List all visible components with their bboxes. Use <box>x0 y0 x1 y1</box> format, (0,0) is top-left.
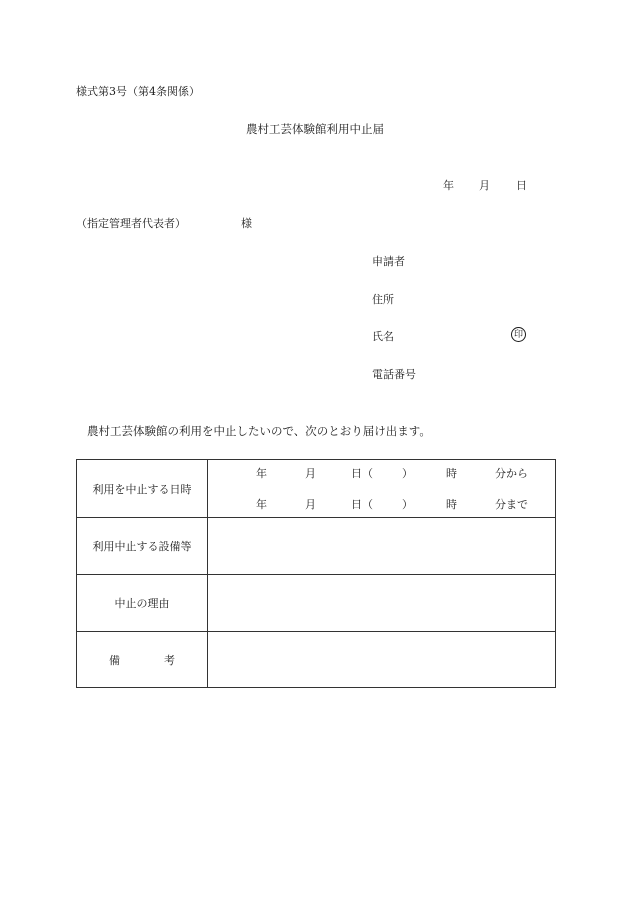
from-month-label: 月 <box>305 467 316 480</box>
to-paren-close: ） <box>402 498 413 511</box>
table-row-equipment <box>77 518 556 575</box>
datetime-label: 利用を中止する日時 <box>77 460 208 518</box>
from-minute-label: 分から <box>495 467 528 480</box>
addressee-honorific: 様 <box>241 217 252 230</box>
reason-field[interactable] <box>208 575 556 632</box>
from-paren-close: ） <box>402 467 413 480</box>
to-hour-label: 時 <box>446 498 457 511</box>
date-day-label: 日 <box>516 179 527 192</box>
remarks-field[interactable] <box>208 632 556 688</box>
table-row-datetime <box>77 460 556 518</box>
to-day-label: 日（ <box>351 498 373 511</box>
from-hour-label: 時 <box>446 467 457 480</box>
document-title: 農村工芸体験館利用中止届 <box>246 122 384 136</box>
addressee-name: （指定管理者代表者） <box>76 217 186 230</box>
from-year-label: 年 <box>256 467 267 480</box>
remarks-label <box>77 632 208 688</box>
remarks-label-char-1: 備 <box>109 653 120 667</box>
seal-mark: 印 <box>511 327 526 342</box>
to-year-label: 年 <box>256 498 267 511</box>
name-label: 氏名 <box>372 330 394 343</box>
equipment-label: 利用中止する設備等 <box>77 518 208 575</box>
table-row-reason <box>77 575 556 632</box>
from-day-label: 日（ <box>351 467 373 480</box>
phone-label: 電話番号 <box>372 368 416 381</box>
statement-text: 農村工芸体験館の利用を中止したいので、次のとおり届け出ます。 <box>87 424 431 438</box>
remarks-label-char-2: 考 <box>164 653 175 667</box>
applicant-heading: 申請者 <box>372 255 405 268</box>
date-month-label: 月 <box>479 179 490 192</box>
equipment-field[interactable] <box>208 518 556 575</box>
datetime-to-line <box>208 499 555 511</box>
datetime-from-line <box>208 468 555 480</box>
form-number: 様式第3号（第4条関係） <box>76 85 200 98</box>
table-row-remarks <box>77 632 556 688</box>
datetime-field[interactable] <box>208 460 556 518</box>
address-label: 住所 <box>372 293 394 306</box>
reason-label: 中止の理由 <box>77 575 208 632</box>
notification-table <box>76 459 556 688</box>
date-year-label: 年 <box>443 179 454 192</box>
to-minute-label: 分まで <box>495 498 528 511</box>
to-month-label: 月 <box>305 498 316 511</box>
